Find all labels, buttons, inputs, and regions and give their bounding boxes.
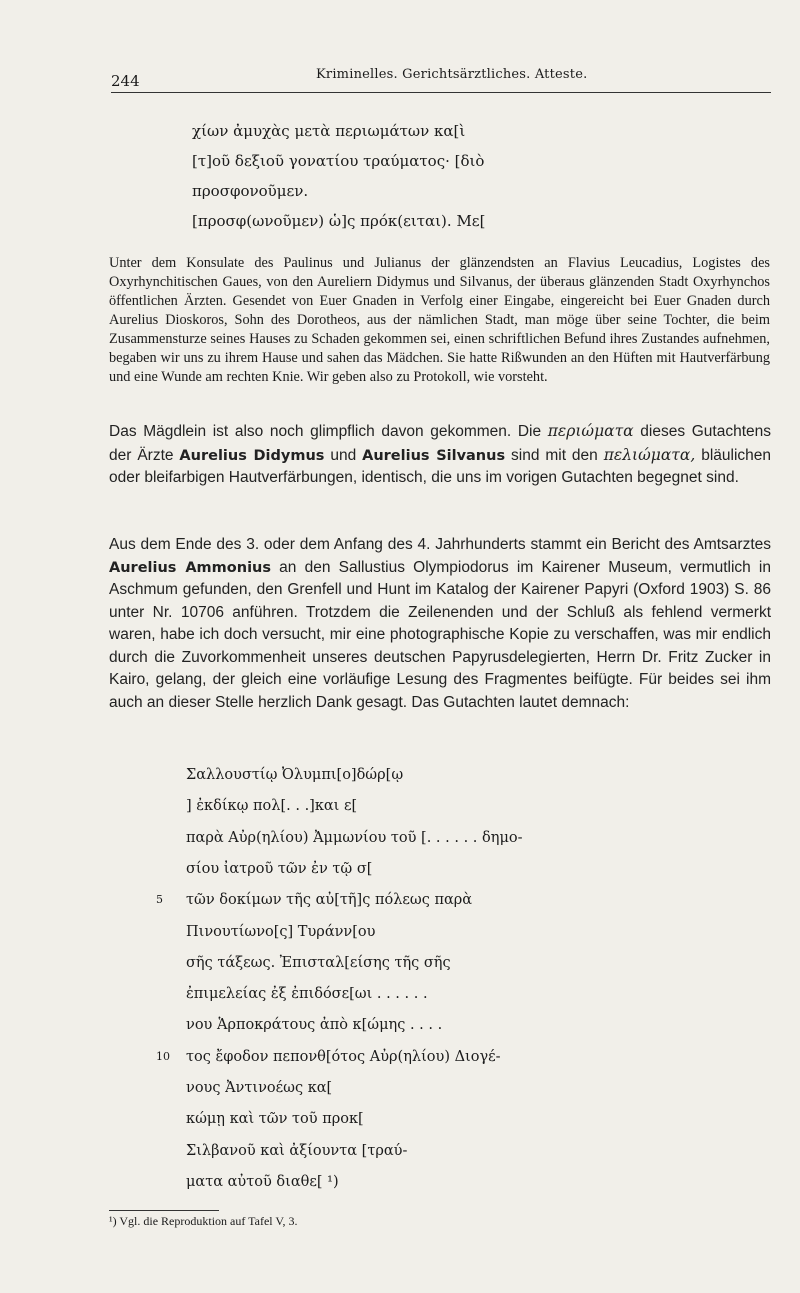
- greek-term: πελιώματα,: [603, 445, 696, 464]
- greek-doc-line: [186, 949, 451, 977]
- greek-line: [προσφ(ωνοῦμεν) ὡ]ς πρόκ(ειται). Με[: [192, 212, 486, 230]
- line-number: 5: [156, 893, 163, 907]
- footnote: ¹) Vgl. die Reproduktion auf Tafel V, 3.: [109, 1214, 298, 1228]
- person-name: Aurelius Ammonius: [109, 559, 271, 576]
- greek-doc-line: [186, 1011, 442, 1039]
- greek-doc-text: σῆς τάξεως. Ἐπισταλ[είσης τῆς σῆς: [186, 954, 451, 971]
- greek-doc-text: τος ἔφοδον πεπονθ[ότος Αὐρ(ηλίου) Διογέ-: [186, 1048, 501, 1065]
- greek-doc-line: [186, 824, 523, 852]
- page-header: [111, 62, 771, 93]
- greek-doc-text: Σιλβανοῦ καὶ ἀξίουντα [τραύ-: [186, 1142, 408, 1159]
- greek-doc-line: [186, 918, 375, 946]
- greek-doc-line: [186, 1168, 339, 1196]
- greek-doc-line: [156, 886, 473, 914]
- greek-doc-line: [156, 1043, 501, 1071]
- greek-doc-text: Πινουτίωνο[ς] Τυράνν[ου: [186, 923, 376, 940]
- text-run: und: [324, 446, 363, 464]
- text-run: bläulichen oder bleifarbigen Hautverfärbungen, identisch, die uns im vorigen Gutachten begegnet sind.: [109, 446, 771, 486]
- person-name: Aurelius Silvanus: [362, 447, 506, 464]
- greek-doc-text: τῶν δοκίμων τῆς αὐ[τῆ]ς πόλεως παρὰ: [186, 892, 473, 909]
- person-name: Aurelius Didymus: [179, 447, 325, 464]
- greek-line: χίων ἀμυχὰς μετὰ περιωμάτων κα[ὶ: [192, 122, 466, 140]
- greek-doc-line: [186, 1105, 364, 1133]
- text-run: Das Mägdlein ist also noch glimpflich davon gekommen. Die: [109, 423, 548, 440]
- greek-doc-text: ἐπιμελείας ἐξ ἐπιδόσε[ωι . . . . . .: [186, 986, 428, 1003]
- greek-doc-line: [186, 980, 428, 1008]
- greek-doc-line: [186, 761, 403, 789]
- body-paragraph-2: [109, 534, 771, 714]
- greek-text-top: [192, 116, 752, 236]
- greek-term: περιώματα: [547, 422, 634, 440]
- greek-doc-line: [186, 1137, 407, 1165]
- text-run: Aus dem Ende des 3. oder dem Anfang des 4. Jahrhunderts stammt ein Bericht des Amtsarztes: [109, 536, 771, 553]
- greek-doc-text: σίου ἰατροῦ τῶν ἐν τῷ σ[: [186, 860, 373, 877]
- greek-doc-text: νους Ἀντινοέως κα[: [186, 1080, 333, 1096]
- greek-line: προσφονοῦμεν.: [192, 182, 309, 200]
- german-translation: Unter dem Konsulate des Paulinus und Julianus der glänzendsten an Flavius Leucadius, Logistes des Oxyrhynchitischen Gaues, von den Aureliern Didymus und Silvanus, der überaus glänzenden Stadt Oxyrhynchos öffentlichen Ärzten. Gesendet von Euer Gnaden in Verfolg einer Eingabe, eingereicht bei Euer Gnaden durch Aurelius Dioskoros, Sohn des Dorotheos, aus der nämlichen Stadt, man möge über seine Tochter, die beim Zusammensturze seines Hauses zu Schaden gekommen sei, einen schriftlichen Befund ihres Zustandes aufnehmen, begaben wir uns zu ihrem Hause und sahen das Mädchen. Sie hatte Rißwunden an den Hüften mit Hautverfärbung und eine Wunde am rechten Knie. Wir geben also zu Protokoll, wie vorsteht.: [109, 255, 770, 385]
- greek-doc-line: [186, 792, 357, 820]
- running-title: Kriminelles. Gerichtsärztliches. Atteste.: [316, 67, 588, 82]
- greek-doc-text: ματα αὐτοῦ διαθε[ ¹): [186, 1173, 339, 1190]
- greek-doc-text: ] ἐκδίκῳ πολ[. . .]και ε[: [186, 798, 358, 815]
- text-run: sind mit den: [505, 446, 604, 464]
- greek-doc-text: κώμῃ καὶ τῶν τοῦ προκ[: [186, 1111, 364, 1128]
- greek-doc-line: [186, 855, 372, 883]
- footnote-rule: [109, 1210, 219, 1211]
- page-number: 244: [111, 72, 140, 90]
- greek-doc-text: παρὰ Αὐρ(ηλίου) Ἀμμωνίου τοῦ [. . . . . . δημο-: [186, 829, 523, 846]
- greek-line: [τ]οῦ δεξιοῦ γονατίου τραύματος· [διὸ: [192, 152, 485, 170]
- text-run: dieses Gutachtens der Ärzte: [109, 423, 771, 464]
- greek-doc-text: Σαλλουστίῳ Ὀλυμπι[ο]δώρ[ῳ: [186, 767, 404, 783]
- greek-doc-text: νου Ἁρποκράτους ἀπὸ κ[ώμης . . . .: [186, 1017, 443, 1034]
- greek-doc-line: [186, 1074, 332, 1102]
- body-paragraph-1: [109, 420, 771, 490]
- text-run: an den Sallustius Olympiodorus im Kairener Museum, vermutlich in Aschmum gefunden, den Grenfell und Hunt im Katalog der Kairener Papyri (Oxford 1903) S. 86 unter Nr. 10706 anführen. Trotzdem die Zeilenenden und der Schluß als fehlend vermerkt waren, habe ich doch versucht, mir eine photographische Kopie zu verschaffen, was mir endlich durch die Zuvorkommenheit unseres deutschen Papyrusdelegierten, Herrn Dr. Fritz Zucker in Kairo, gelang, der gleich eine vorläufige Lesung des Fragmentes beifügte. Für beides sei ihm auch an dieser Stelle herzlich Dank gesagt. Das Gutachten lautet demnach:: [109, 558, 771, 711]
- line-number: 10: [156, 1049, 170, 1063]
